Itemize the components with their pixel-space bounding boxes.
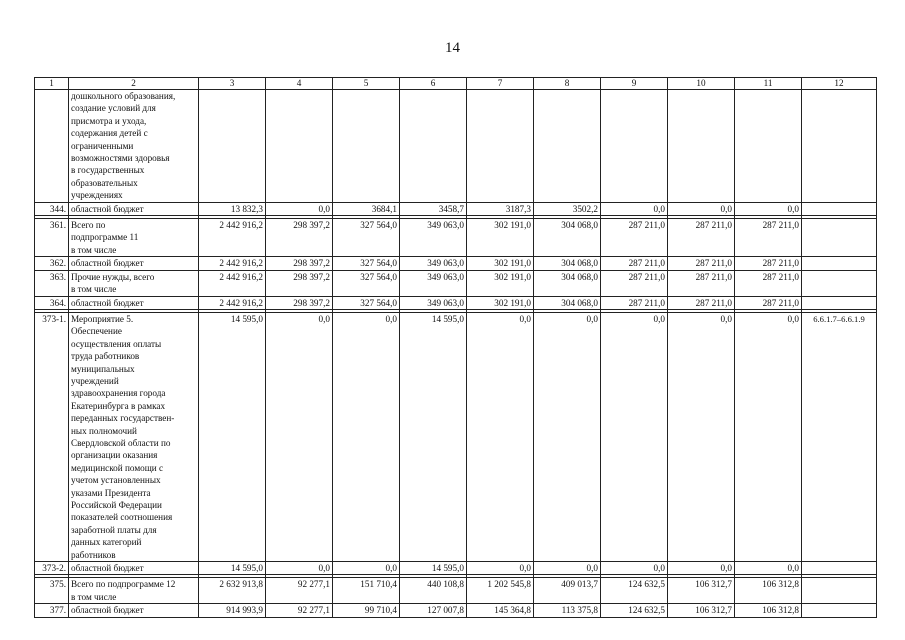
value-cell: 0,0: [601, 562, 668, 575]
row-name-cell: Всего по подпрограмме 12 в том числе: [69, 578, 199, 604]
target-code-cell: [802, 257, 877, 270]
target-code-cell: [802, 219, 877, 257]
row-number-cell: 375.: [35, 578, 69, 604]
column-header: 5: [333, 78, 400, 90]
value-cell: [266, 90, 333, 203]
value-cell: 298 397,2: [266, 257, 333, 270]
value-cell: 349 063,0: [400, 270, 467, 296]
value-cell: 3187,3: [467, 202, 534, 215]
row-name-cell: областной бюджет: [69, 604, 199, 617]
column-header: 12: [802, 78, 877, 90]
value-cell: 302 191,0: [467, 257, 534, 270]
table-row: [35, 312, 877, 561]
value-cell: [735, 90, 802, 203]
value-cell: 0,0: [668, 202, 735, 215]
value-cell: 2 442 916,2: [199, 257, 266, 270]
value-cell: 914 993,9: [199, 604, 266, 617]
value-cell: 0,0: [735, 562, 802, 575]
value-cell: 0,0: [333, 312, 400, 561]
value-cell: 287 211,0: [601, 257, 668, 270]
value-cell: [601, 90, 668, 203]
value-cell: 0,0: [333, 562, 400, 575]
target-code-cell: [802, 578, 877, 604]
column-header: 9: [601, 78, 668, 90]
target-code-cell: [802, 296, 877, 309]
row-number-cell: 373-2.: [35, 562, 69, 575]
value-cell: 14 595,0: [400, 562, 467, 575]
value-cell: 304 068,0: [534, 257, 601, 270]
value-cell: 304 068,0: [534, 296, 601, 309]
value-cell: 327 564,0: [333, 270, 400, 296]
value-cell: 0,0: [601, 312, 668, 561]
value-cell: 0,0: [467, 312, 534, 561]
column-header: 10: [668, 78, 735, 90]
value-cell: 2 442 916,2: [199, 219, 266, 257]
target-code-cell: [802, 604, 877, 617]
target-code-cell: 6.6.1.7–6.6.1.9: [802, 312, 877, 561]
value-cell: 0,0: [266, 202, 333, 215]
value-cell: 14 595,0: [199, 312, 266, 561]
value-cell: 287 211,0: [735, 257, 802, 270]
value-cell: 2 442 916,2: [199, 296, 266, 309]
row-name-cell: Прочие нужды, всего в том числе: [69, 270, 199, 296]
target-code-cell: [802, 270, 877, 296]
value-cell: 145 364,8: [467, 604, 534, 617]
value-cell: 113 375,8: [534, 604, 601, 617]
target-code-cell: [802, 562, 877, 575]
table-row: [35, 562, 877, 575]
value-cell: 298 397,2: [266, 219, 333, 257]
table-row: [35, 202, 877, 215]
value-cell: 3502,2: [534, 202, 601, 215]
value-cell: 287 211,0: [668, 270, 735, 296]
value-cell: 124 632,5: [601, 604, 668, 617]
target-code-cell: [802, 202, 877, 215]
value-cell: 0,0: [534, 562, 601, 575]
column-header: 3: [199, 78, 266, 90]
table-row: [35, 296, 877, 309]
row-name-cell: Мероприятие 5. Обеспечение осуществления оплаты труда работников муниципальных учреждений здравоохранения города Екатеринбурга в рамках переданных государствен- ных полномочий Свердловской области по организации оказания медицинской помощи с учетом установленных указами Президента Российской Федерации показателей соотношения заработной платы для данных категорий работников: [69, 312, 199, 561]
value-cell: 2 632 913,8: [199, 578, 266, 604]
value-cell: 14 595,0: [199, 562, 266, 575]
value-cell: 124 632,5: [601, 578, 668, 604]
table-row: [35, 604, 877, 617]
value-cell: 440 108,8: [400, 578, 467, 604]
value-cell: 92 277,1: [266, 578, 333, 604]
value-cell: 302 191,0: [467, 296, 534, 309]
value-cell: [400, 90, 467, 203]
row-number-cell: 361.: [35, 219, 69, 257]
value-cell: [534, 90, 601, 203]
value-cell: 327 564,0: [333, 219, 400, 257]
target-code-cell: [802, 90, 877, 203]
row-number-cell: [35, 90, 69, 203]
column-header: 1: [35, 78, 69, 90]
value-cell: [467, 90, 534, 203]
table-body: [35, 78, 877, 618]
value-cell: 298 397,2: [266, 296, 333, 309]
value-cell: 304 068,0: [534, 270, 601, 296]
value-cell: 151 710,4: [333, 578, 400, 604]
value-cell: 302 191,0: [467, 219, 534, 257]
value-cell: 0,0: [668, 562, 735, 575]
value-cell: 99 710,4: [333, 604, 400, 617]
value-cell: 327 564,0: [333, 296, 400, 309]
row-name-cell: областной бюджет: [69, 562, 199, 575]
value-cell: 287 211,0: [735, 219, 802, 257]
value-cell: 0,0: [467, 562, 534, 575]
column-header: 2: [69, 78, 199, 90]
row-name-cell: областной бюджет: [69, 257, 199, 270]
value-cell: 327 564,0: [333, 257, 400, 270]
row-name-cell: Всего по подпрограмме 11 в том числе: [69, 219, 199, 257]
table-row: [35, 90, 877, 203]
row-name-cell: дошкольного образования, создание условий для присмотра и ухода, содержания детей с ограниченными возможностями здоровья в государственных образовательных учреждениях: [69, 90, 199, 203]
value-cell: [668, 90, 735, 203]
value-cell: 3684,1: [333, 202, 400, 215]
value-cell: 106 312,8: [735, 578, 802, 604]
value-cell: 349 063,0: [400, 257, 467, 270]
value-cell: 0,0: [735, 312, 802, 561]
row-name-cell: областной бюджет: [69, 296, 199, 309]
value-cell: 409 013,7: [534, 578, 601, 604]
row-number-cell: 363.: [35, 270, 69, 296]
value-cell: 14 595,0: [400, 312, 467, 561]
value-cell: 287 211,0: [735, 296, 802, 309]
column-number-row: [35, 78, 877, 90]
value-cell: 106 312,7: [668, 604, 735, 617]
page-number: 14: [445, 40, 460, 56]
value-cell: 0,0: [534, 312, 601, 561]
value-cell: 2 442 916,2: [199, 270, 266, 296]
value-cell: 0,0: [668, 312, 735, 561]
column-header: 8: [534, 78, 601, 90]
row-number-cell: 362.: [35, 257, 69, 270]
value-cell: 349 063,0: [400, 219, 467, 257]
column-header: 6: [400, 78, 467, 90]
value-cell: 287 211,0: [668, 257, 735, 270]
row-number-cell: 344.: [35, 202, 69, 215]
value-cell: 302 191,0: [467, 270, 534, 296]
value-cell: 0,0: [266, 562, 333, 575]
value-cell: 1 202 545,8: [467, 578, 534, 604]
value-cell: 287 211,0: [601, 219, 668, 257]
row-name-cell: областной бюджет: [69, 202, 199, 215]
value-cell: 298 397,2: [266, 270, 333, 296]
row-number-cell: 364.: [35, 296, 69, 309]
budget-table: [34, 77, 877, 618]
value-cell: 287 211,0: [601, 296, 668, 309]
value-cell: 287 211,0: [668, 219, 735, 257]
row-number-cell: 377.: [35, 604, 69, 617]
value-cell: 3458,7: [400, 202, 467, 215]
row-number-cell: 373-1.: [35, 312, 69, 561]
value-cell: 0,0: [266, 312, 333, 561]
value-cell: 127 007,8: [400, 604, 467, 617]
table-row: [35, 257, 877, 270]
value-cell: 287 211,0: [601, 270, 668, 296]
value-cell: 304 068,0: [534, 219, 601, 257]
value-cell: 13 832,3: [199, 202, 266, 215]
table-row: [35, 219, 877, 257]
value-cell: [333, 90, 400, 203]
column-header: 4: [266, 78, 333, 90]
value-cell: 0,0: [601, 202, 668, 215]
table-row: [35, 578, 877, 604]
value-cell: 106 312,7: [668, 578, 735, 604]
value-cell: 287 211,0: [668, 296, 735, 309]
table-row: [35, 270, 877, 296]
value-cell: 0,0: [735, 202, 802, 215]
value-cell: 106 312,8: [735, 604, 802, 617]
value-cell: 287 211,0: [735, 270, 802, 296]
value-cell: 349 063,0: [400, 296, 467, 309]
value-cell: 92 277,1: [266, 604, 333, 617]
value-cell: [199, 90, 266, 203]
column-header: 7: [467, 78, 534, 90]
column-header: 11: [735, 78, 802, 90]
